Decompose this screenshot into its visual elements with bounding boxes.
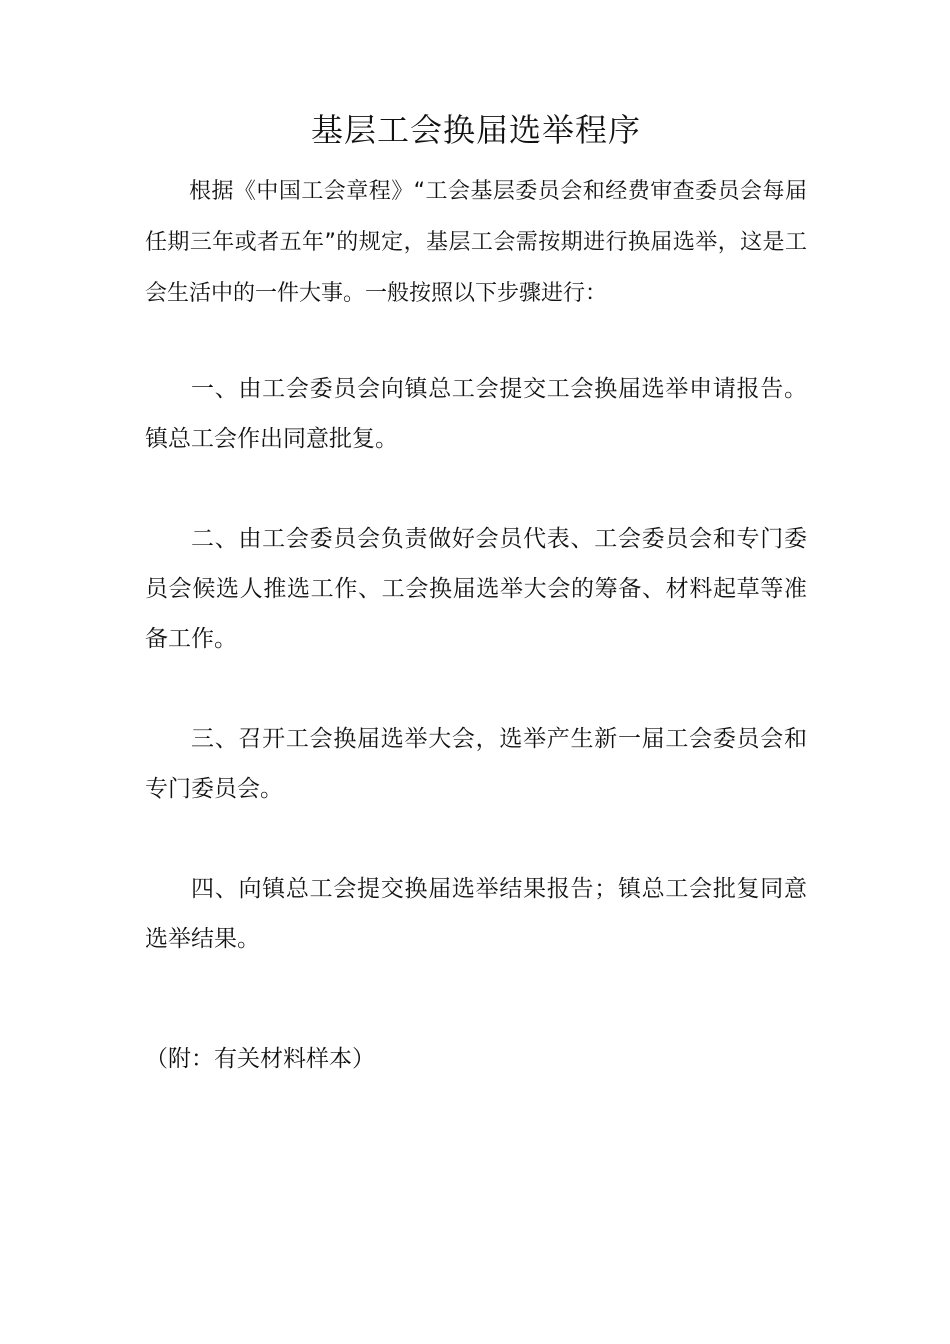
document-page — [145, 0, 807, 1344]
appendix-note: （附：有关材料样本） — [145, 1046, 375, 1072]
step-4-paragraph: 四、向镇总工会提交换届选举结果报告；镇总工会批复同意选举结果。 — [145, 876, 807, 952]
intro-paragraph: 根据《中国工会章程》“工会基层委员会和经费审查委员会每届任期三年或者五年”的规定，基层工会需按期进行换届选举，这是工会生活中的一件大事。一般按照以下步骤进行： — [145, 179, 807, 306]
step-3-paragraph: 三、召开工会换届选举大会，选举产生新一届工会委员会和专门委员会。 — [145, 726, 807, 802]
step-1-paragraph: 一、由工会委员会向镇总工会提交工会换届选举申请报告。镇总工会作出同意批复。 — [145, 376, 807, 452]
step-2-paragraph: 二、由工会委员会负责做好会员代表、工会委员会和专门委员会候选人推选工作、工会换届选举大会的筹备、材料起草等准备工作。 — [145, 526, 807, 652]
document-title: 基层工会换届选举程序 — [310, 111, 641, 149]
